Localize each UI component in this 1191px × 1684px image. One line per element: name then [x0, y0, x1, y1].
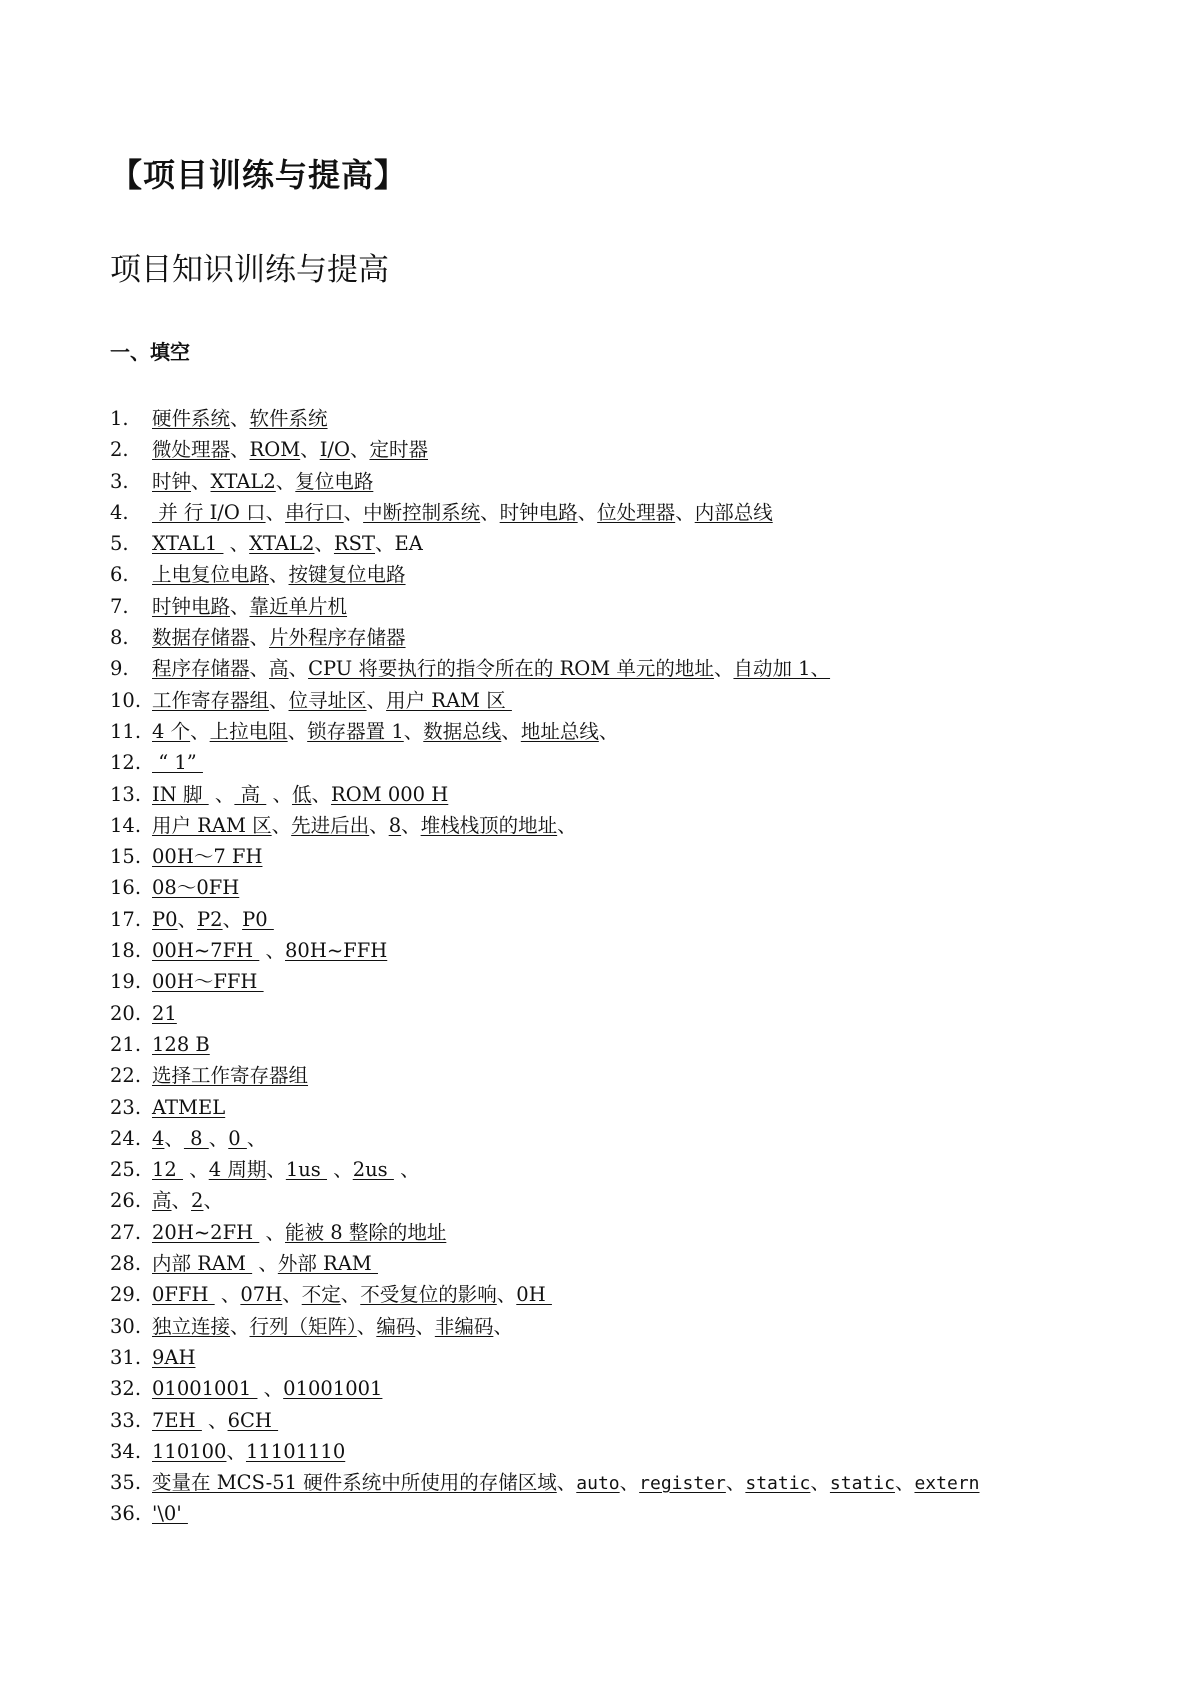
list-item — [110, 1405, 1130, 1436]
separator-text: 、 — [366, 688, 387, 712]
answer-text: 07H — [240, 1283, 283, 1307]
list-item — [110, 497, 1130, 528]
separator-text: 、 — [259, 939, 286, 963]
item-number: 33. — [110, 1408, 142, 1432]
list-item — [110, 1123, 1130, 1154]
item-number: 7. — [110, 594, 129, 618]
answer-text: 0 — [228, 1126, 247, 1150]
answer-text: 串行口 — [285, 500, 344, 524]
item-number: 3. — [110, 469, 129, 493]
separator-text: 、 — [230, 1314, 250, 1338]
answer-text: “ 1” — [152, 751, 203, 775]
separator-text: 、 — [201, 1408, 228, 1432]
item-number: 21. — [110, 1032, 142, 1056]
answer-text: 时钟电路 — [499, 500, 578, 524]
answer-text: auto — [576, 1473, 620, 1495]
answer-text: 数据总线 — [423, 719, 502, 743]
list-item — [110, 904, 1130, 935]
separator-text: 、 — [713, 657, 734, 681]
item-number: 19. — [110, 970, 142, 994]
separator-text: 、 — [208, 1126, 229, 1150]
item-number: 27. — [110, 1220, 142, 1244]
separator-text: 、 — [725, 1471, 746, 1495]
answer-text: static — [829, 1473, 895, 1495]
list-item — [110, 1029, 1130, 1060]
list-item — [110, 1467, 1130, 1498]
answer-text: XTAL2 — [210, 469, 276, 493]
item-number: 5. — [110, 532, 129, 556]
answer-text: '\0' — [152, 1502, 188, 1526]
item-number: 26. — [110, 1189, 142, 1213]
list-item — [110, 403, 1130, 434]
item-number: 1. — [110, 407, 129, 430]
separator-text: 、 — [230, 438, 250, 462]
item-number: 31. — [110, 1345, 142, 1369]
separator-text: 、 — [327, 1158, 353, 1182]
list-item — [110, 1342, 1130, 1373]
separator-text: 、 — [226, 1439, 246, 1463]
separator-text: 、 — [598, 719, 619, 743]
item-number: 17. — [110, 907, 142, 931]
answer-text: 时钟电路 — [152, 594, 231, 618]
answer-text: 独立连接 — [152, 1314, 231, 1338]
item-number: 18. — [110, 939, 142, 963]
answer-text: 高 — [234, 782, 267, 806]
answer-text: 片外程序存储器 — [269, 626, 406, 650]
answer-text: 4 周期 — [208, 1158, 267, 1182]
answer-text: 01001001 — [283, 1377, 383, 1401]
item-number: 13. — [110, 782, 142, 806]
separator-text: 、 — [675, 500, 695, 524]
answer-text: 并 行 I/O 口 — [152, 500, 266, 524]
list-item — [110, 1154, 1130, 1185]
separator-text: 、 — [415, 1314, 435, 1338]
item-number: 16. — [110, 876, 142, 900]
separator-text: 、 — [349, 438, 370, 462]
separator-text: 、 — [619, 1471, 640, 1495]
answer-text: IN 脚 — [152, 782, 209, 806]
separator-text: 、 — [223, 532, 250, 556]
separator-text: 、 — [269, 563, 289, 587]
list-item — [110, 935, 1130, 966]
answer-text: 110100 — [152, 1439, 227, 1463]
answer-text: 能被 8 整除的地址 — [285, 1220, 447, 1244]
answer-text: 上电复位电路 — [152, 563, 270, 587]
answer-text: 行列（矩阵） — [249, 1314, 357, 1338]
answer-text: ATMEL — [152, 1095, 226, 1119]
item-number: 11. — [110, 719, 142, 743]
list-item — [110, 998, 1130, 1029]
list-item — [110, 1217, 1130, 1248]
answer-text: 定时器 — [369, 438, 428, 462]
answer-text: static — [745, 1473, 811, 1495]
list-item — [110, 779, 1130, 810]
separator-text: 、 — [222, 907, 243, 931]
item-number: 8. — [110, 626, 129, 650]
list-item — [110, 1311, 1130, 1342]
answer-text: 2 — [191, 1189, 204, 1213]
answer-text: 0FFH — [152, 1283, 215, 1307]
answer-text: 自动加 1、 — [733, 657, 831, 681]
separator-text: 、 — [164, 1126, 184, 1150]
separator-text: 、 — [230, 594, 250, 618]
separator-text: 、 — [480, 500, 500, 524]
item-number: 30. — [110, 1314, 142, 1338]
separator-text: 、 — [403, 719, 424, 743]
answer-text: 用户 RAM 区 — [386, 688, 512, 712]
list-item — [110, 1498, 1130, 1529]
answer-text: 编码 — [376, 1314, 416, 1338]
separator-text: 、 — [183, 1158, 209, 1182]
answer-text: 4 — [152, 1126, 165, 1150]
item-number: 35. — [110, 1471, 142, 1495]
answer-text: XTAL1 — [152, 532, 224, 556]
answer-text: 先进后出 — [291, 813, 370, 837]
list-item — [110, 966, 1130, 997]
answer-text: ROM 000 H — [331, 782, 449, 806]
list-item — [110, 747, 1130, 778]
separator-text: 、 — [266, 782, 292, 806]
item-number: 4. — [110, 500, 129, 524]
separator-text: 、 — [894, 1471, 915, 1495]
answer-text: 7EH — [152, 1408, 202, 1432]
separator-text: 、 — [577, 500, 598, 524]
separator-text: 、 — [259, 1220, 286, 1244]
list-item — [110, 1092, 1130, 1123]
answer-text: register — [639, 1473, 726, 1495]
list-item — [110, 559, 1130, 590]
separator-text: 、 — [230, 407, 250, 430]
answer-text: 内部 RAM — [152, 1252, 253, 1276]
answer-text: 不定 — [301, 1283, 341, 1307]
list-item — [110, 466, 1130, 497]
answer-text: 高 — [152, 1189, 172, 1213]
answer-text: 高 — [269, 657, 289, 681]
item-number: 32. — [110, 1377, 142, 1401]
answer-text: extern — [914, 1473, 980, 1495]
item-number: 36. — [110, 1502, 142, 1526]
answer-text: 2us — [352, 1158, 394, 1182]
item-number: 6. — [110, 563, 129, 587]
separator-text: 、 — [282, 1283, 302, 1307]
answer-text: 0H — [516, 1283, 552, 1307]
separator-text: 、 — [369, 813, 389, 837]
separator-text: 、 — [401, 813, 421, 837]
answer-text: 复位电路 — [295, 469, 374, 493]
item-number: 2. — [110, 438, 129, 462]
list-item — [110, 1436, 1130, 1467]
answer-text: 00H～FFH — [152, 970, 264, 994]
item-number: 25. — [110, 1158, 142, 1182]
separator-text: 、 — [208, 782, 235, 806]
item-number: 12. — [110, 751, 142, 775]
answer-text: 9AH — [152, 1345, 196, 1369]
list-item — [110, 591, 1130, 622]
separator-text: 、 — [191, 469, 211, 493]
item-number: 29. — [110, 1283, 142, 1307]
list-item — [110, 653, 1130, 684]
answer-text: P2 — [197, 907, 223, 931]
list-item — [110, 434, 1130, 465]
answer-list — [110, 403, 1130, 1530]
separator-text: 、 — [343, 500, 364, 524]
separator-text: 、 — [266, 1158, 286, 1182]
answer-text: 外部 RAM — [277, 1252, 378, 1276]
answer-text: 按键复位电路 — [288, 563, 406, 587]
separator-text: 、 — [265, 500, 286, 524]
item-number: 20. — [110, 1001, 142, 1025]
separator-text: 、 — [177, 907, 198, 931]
separator-text: 、 — [190, 719, 210, 743]
list-item — [110, 841, 1130, 872]
list-item — [110, 1248, 1130, 1279]
answer-text: 微处理器 — [152, 438, 231, 462]
answer-text: 21 — [152, 1001, 177, 1025]
separator-text: 、 — [287, 719, 308, 743]
separator-text: 、 — [557, 813, 577, 837]
answer-text: 地址总线 — [520, 719, 599, 743]
answer-text: 时钟 — [152, 469, 192, 493]
separator-text: 、 — [556, 1471, 577, 1495]
answer-text: 位寻址区 — [288, 688, 367, 712]
answer-text: 堆栈栈顶的地址 — [420, 813, 558, 837]
separator-text: 、 — [171, 1189, 192, 1213]
answer-text: 不受复位的影响 — [360, 1283, 497, 1307]
list-item — [110, 622, 1130, 653]
separator-text: 、 — [252, 1252, 278, 1276]
answer-text: P0 — [152, 907, 178, 931]
answer-text: 非编码 — [434, 1314, 494, 1338]
separator-text: 、 — [214, 1283, 241, 1307]
separator-text: 、 — [810, 1471, 830, 1495]
answer-text: 软件系统 — [249, 407, 328, 430]
answer-text: P0 — [242, 907, 274, 931]
answer-text: 128 B — [152, 1032, 210, 1056]
list-item — [110, 528, 1130, 559]
answer-text: 程序存储器 — [152, 657, 250, 681]
answer-text: 硬件系统 — [152, 407, 231, 430]
item-number: 9. — [110, 657, 129, 681]
answer-text: 锁存器置 1 — [307, 719, 404, 743]
separator-text: 、 — [493, 1314, 513, 1338]
answer-text: 6CH — [227, 1408, 279, 1432]
answer-text: 内部总线 — [694, 500, 773, 524]
answer-text: 位处理器 — [597, 500, 676, 524]
item-number: 24. — [110, 1126, 142, 1150]
item-number: 15. — [110, 845, 142, 869]
answer-text: 数据存储器 — [152, 626, 250, 650]
separator-text: 、 — [257, 1377, 284, 1401]
item-number: 23. — [110, 1095, 142, 1119]
separator-text: 、 — [271, 813, 292, 837]
answer-text: 低 — [291, 782, 312, 806]
separator-text: 、 — [203, 1189, 223, 1213]
answer-text: 12 — [152, 1158, 184, 1182]
answer-text: ROM — [249, 438, 301, 462]
separator-text: 、 — [275, 469, 296, 493]
answer-text: 20H~2FH — [152, 1220, 260, 1244]
separator-text: 、 — [340, 1283, 361, 1307]
subsection-heading: 一、填空 — [110, 340, 190, 364]
answer-text: 上拉电阻 — [209, 719, 288, 743]
item-number: 10. — [110, 688, 142, 712]
separator-text: 、 — [501, 719, 521, 743]
item-number: 34. — [110, 1439, 142, 1463]
separator-text: 、 — [288, 657, 309, 681]
separator-text: 、 — [300, 438, 320, 462]
list-item — [110, 872, 1130, 903]
list-item — [110, 1185, 1130, 1216]
separator-text: 、 — [356, 1314, 377, 1338]
section-heading: 项目知识训练与提高 — [110, 252, 389, 288]
answer-text: XTAL2 — [249, 532, 315, 556]
answer-text: 用户 RAM 区 — [152, 813, 272, 837]
answer-text: 8 — [388, 813, 402, 837]
answer-text: 80H~FFH — [285, 939, 388, 963]
answer-text: I/O — [319, 438, 350, 462]
answer-text: 靠近单片机 — [249, 594, 348, 618]
answer-text: 4 个 — [152, 719, 191, 743]
answer-text: 变量在 MCS-51 硬件系统中所使用的存储区域 — [152, 1471, 557, 1495]
separator-text: 、 — [249, 626, 270, 650]
separator-text: 、 — [393, 1158, 420, 1182]
answer-text: 00H～7 FH — [152, 845, 263, 869]
answer-text: 08～0FH — [152, 876, 240, 900]
answer-text: 11101110 — [245, 1439, 346, 1463]
list-item — [110, 1060, 1130, 1091]
separator-text: 、 — [246, 1126, 267, 1150]
page-title: 【项目训练与提高】 — [110, 156, 408, 194]
list-item — [110, 1373, 1130, 1404]
separator-text: 、 — [249, 657, 270, 681]
separator-text: 、 — [496, 1283, 517, 1307]
answer-text: RST — [333, 532, 376, 556]
answer-text: 00H~7FH — [152, 939, 260, 963]
answer-text: 工作寄存器组 — [152, 688, 270, 712]
list-item — [110, 716, 1130, 747]
answer-text: 选择工作寄存器组 — [152, 1064, 309, 1088]
item-number: 14. — [110, 813, 142, 837]
list-item — [110, 685, 1130, 716]
separator-text: 、 — [311, 782, 332, 806]
item-number: 22. — [110, 1064, 142, 1088]
separator-text: 、 — [269, 688, 289, 712]
separator-text: 、EA — [375, 532, 423, 556]
separator-text: 、 — [314, 532, 334, 556]
answer-text: 8 — [183, 1126, 209, 1150]
answer-text: CPU 将要执行的指令所在的 ROM 单元的地址 — [308, 657, 714, 681]
answer-text: 中断控制系统 — [363, 500, 481, 524]
answer-text: 1us — [285, 1158, 328, 1182]
list-item — [110, 810, 1130, 841]
list-item — [110, 1279, 1130, 1310]
item-number: 28. — [110, 1252, 142, 1276]
answer-text: 01001001 — [152, 1377, 258, 1401]
